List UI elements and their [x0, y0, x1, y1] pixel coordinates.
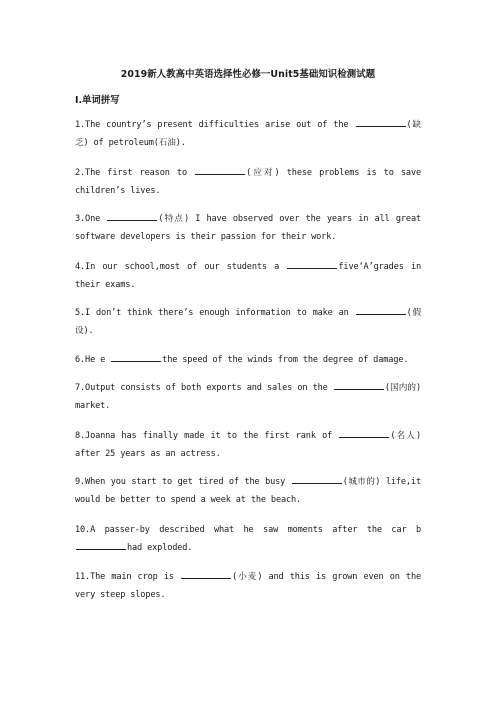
question-text: (名人) after 25 years as an actress.: [75, 431, 427, 459]
question-text: 10.A passer-by described what he saw moments after the car b: [75, 525, 427, 535]
question-text: (缺乏) of petroleum(石油).: [75, 120, 421, 148]
answer-blank: [356, 305, 406, 315]
question-text: 8.Joanna has finally made it to the first rank of: [75, 431, 339, 441]
question-text: 11.The main crop is: [75, 572, 181, 582]
question-text: 7.Output consists of both exports and sales on the: [75, 383, 333, 393]
answer-blank: [292, 474, 342, 484]
question-text: (城市的) life,it would be better to spend a week at the beach.: [75, 477, 427, 505]
answer-blank: [339, 428, 389, 438]
question-text: (假设).: [75, 308, 422, 336]
question-text: the speed of the winds from the degree of damage.: [162, 355, 409, 365]
answer-blank: [107, 211, 157, 221]
question-text: five‘A’grades in their exams.: [75, 262, 427, 290]
question-11: [75, 569, 427, 604]
question-3: [75, 211, 427, 246]
question-text: 1.The country’s present difficulties arise out of the: [75, 120, 355, 130]
answer-blank: [334, 380, 384, 390]
question-9: [75, 474, 427, 509]
question-text: 4.In our school,most of our students a: [75, 262, 287, 272]
answer-blank: [195, 165, 245, 175]
question-text: 6.He e: [75, 355, 111, 365]
question-4: [75, 259, 427, 294]
question-1: [75, 117, 421, 152]
answer-blank: [181, 569, 231, 579]
document-title: 2019新人教高中英语选择性必修一Unit5基础知识检测试题: [120, 69, 376, 80]
question-text: had exploded.: [127, 542, 193, 553]
question-text: (特点) I have observed over the years in all great software developers is their passion for their work.: [75, 214, 427, 242]
answer-blank: [111, 352, 161, 362]
question-text: 9.When you start to get tired of the busy: [75, 477, 291, 487]
question-5: [75, 305, 421, 340]
question-6: [75, 352, 421, 370]
question-text: 2.The first reason to: [75, 168, 195, 178]
question-text: (应对) these problems is to save children’s lives.: [75, 168, 427, 196]
question-7: [75, 380, 427, 415]
answer-blank: [76, 540, 126, 550]
question-8: [75, 428, 427, 463]
question-text: (小麦) and this is grown even on the very steep slopes.: [75, 572, 427, 600]
answer-blank: [356, 117, 406, 127]
section-heading: Ⅰ.单词拼写: [75, 95, 120, 106]
question-10: [75, 522, 427, 557]
answer-blank: [287, 259, 337, 269]
question-text: 3.One: [75, 214, 107, 224]
question-text: 5.I don’t think there’s enough information to make an: [75, 308, 355, 318]
question-text: (国内的) market.: [75, 383, 427, 411]
question-2: [75, 165, 427, 200]
